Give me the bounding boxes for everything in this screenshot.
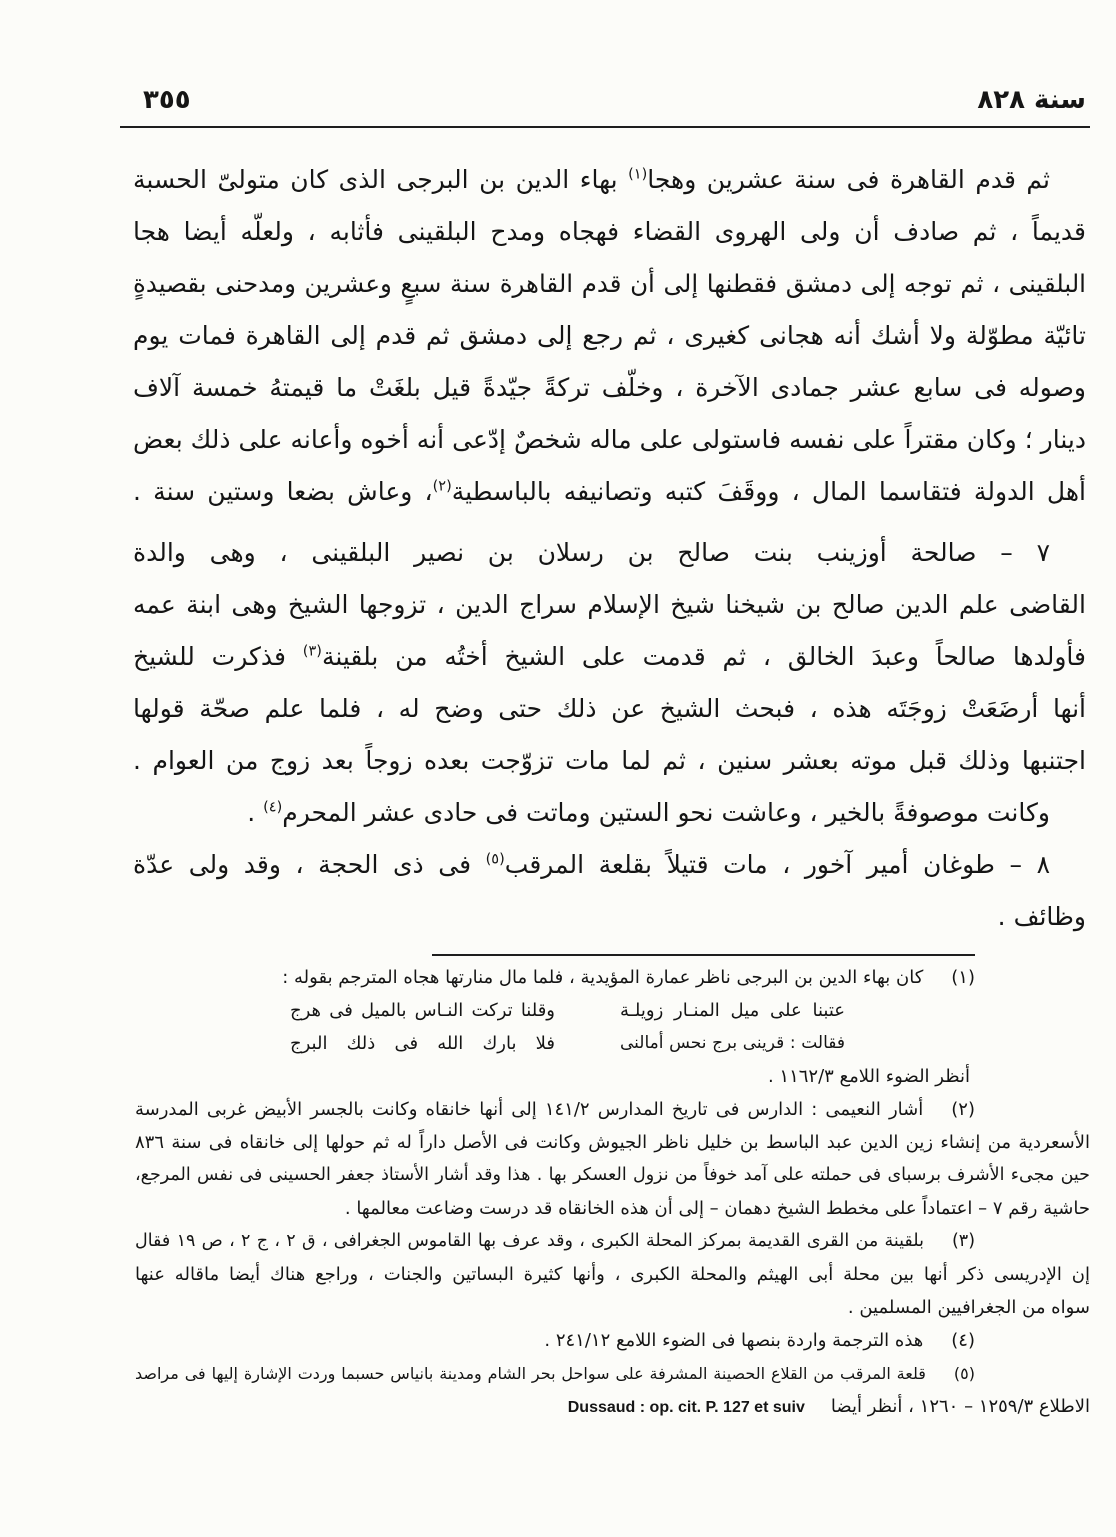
footnote-ref: (٤) bbox=[263, 799, 283, 816]
text-line: البلقينى ، ثم توجه إلى دمشق فقطنها إلى أن قدم القاهرة سنة سبعٍ وعشرين ومدحنى بقصيدةٍ bbox=[133, 269, 1086, 298]
text-line: فأولدها صالحاً وعبدَ الخالق ، ثم قدمت على الشيخ أختُه من بلقينة$^{(٣)}$ فذكرت للشيخ bbox=[133, 642, 1087, 671]
footnote bbox=[135, 961, 1090, 1093]
verse-line bbox=[135, 994, 1090, 1027]
footnote-ref: (٢) bbox=[432, 478, 452, 495]
verse-hemistich: فلا بارك الله فى ذلك البرج bbox=[290, 1033, 555, 1054]
text-line: وصوله فى سابع عشر جمادى الآخرة ، وخلّف تركةً جيّدةً قيل بلغَتْ ما قيمتهُ خمسة آلاف bbox=[133, 373, 1086, 402]
text-line: القاضى علم الدين صالح بن شيخنا شيخ الإسلام سراج الدين ، تزوجها الشيخ وهى ابنة عمه bbox=[133, 590, 1086, 619]
text-line: تائيّة مطوّلة ولا أشك أنه هجانى كغيرى ، ثم رجع إلى دمشق ثم قدم إلى القاهرة فمات يوم bbox=[133, 321, 1086, 350]
footnote bbox=[135, 1093, 1090, 1225]
footnote-ref: (٥) bbox=[485, 851, 505, 868]
footnotes bbox=[135, 961, 1090, 1424]
verse-hemistich: فقالت : قرينى برج نحس أمالنى bbox=[620, 1033, 845, 1053]
footnote-ref: (١) bbox=[628, 166, 648, 183]
footnote-line: سواه من الجغرافيين المسلمين . bbox=[847, 1297, 1090, 1318]
main-text bbox=[133, 154, 1086, 943]
text-line: دينار ؛ وكان مقتراً على نفسه فاستولى على ماله شخصٌ إدّعى أنه أخوه وأعانه على ذلك بعض bbox=[133, 425, 1086, 454]
text-line: وظائف . bbox=[997, 902, 1086, 931]
footnote bbox=[135, 1225, 1090, 1324]
verse-hemistich: وقلنا تركت النـاس بالميل فى هرج bbox=[290, 1000, 555, 1021]
text-line: ثم قدم القاهرة فى سنة عشرين وهجا$^{(١)}$ بهاء الدين بن البرجى الذى كان متولىّ الحسبة bbox=[133, 165, 1050, 194]
footnote-line: (٥)قلعة المرقب من القلاع الحصينة المشرفة على سواحل بحر الشام ومدينة بانياس حسبما وردت الإشارة إليها فى مراصد bbox=[135, 1357, 1090, 1390]
footnote-line: الاطلاع ١٢٥٩/٣ – ١٢٦٠ ، أنظر أيضاDussaud : op. cit. P. 127 et suiv bbox=[135, 1390, 1090, 1424]
footnote bbox=[135, 1357, 1090, 1424]
footnote-number: (٥) bbox=[953, 1364, 975, 1383]
footnote bbox=[135, 1324, 1090, 1357]
entry-heading-line: ٨ – طوغان أمير آخور ، مات قتيلاً بقلعة المرقب$^{(٥)}$ فى ذى الحجة ، وقد ولى عدّة bbox=[133, 850, 1050, 879]
footnote-line: (٣)بلقينة من القرى القديمة بمركز المحلة الكبرى ، وقد عرف بها القاموس الجغرافى ، ق ٢ ، ج ٢ ، ص ١٩ فقال bbox=[135, 1225, 1090, 1258]
page-number: ٣٥٥ bbox=[143, 85, 191, 115]
footnote-line: (٢)أشار النعيمى : الدارس فى تاريخ المدارس ١٤١/٢ إلى أنها خانقاه وكانت بالجسر الأبيض غربى المدرسة bbox=[135, 1093, 1090, 1126]
text-line: وكانت موصوفةً بالخير ، وعاشت نحو الستين وماتت فى حادى عشر المحرم$^{(٤)}$ . bbox=[247, 798, 1050, 827]
entry-heading-line: ٧ – صالحة أوزينب بنت صالح بن رسلان بن نصير البلقينى ، وهى والدة bbox=[133, 538, 1050, 567]
text-line: أنها أرضَعَتْ زوجَتَه هذه ، فبحث الشيخ عن ذلك حتى وضح له ، فلما علم صحّة قولها bbox=[133, 694, 1086, 723]
verse-line bbox=[135, 1027, 1090, 1060]
text-line: أهل الدولة فتقاسما المال ، ووقَفَ كتبه وتصانيفه بالباسطية$^{(٢)}$، وعاش بضعا وستين سنة . bbox=[133, 477, 1086, 506]
header-rule bbox=[120, 126, 1090, 128]
footnote-line: حين مجىء الأشرف برسباى فى حملته على آمد خوفاً من نزول العسكر بها . هذا وقد أشار الأستاذ جعفر الحسينى فى نفس المرجع، bbox=[135, 1165, 1090, 1185]
footnote-line: أنظر الضوء اللامع ١١٦٢/٣ . bbox=[767, 1066, 970, 1087]
footnote-number: (٣) bbox=[951, 1231, 976, 1251]
footnote-line: حاشية رقم ٧ – اعتماداً على مخطط الشيخ دهمان – إلى أن هذه الخانقاه قد درست وضاعت معالمها . bbox=[344, 1198, 1090, 1219]
footnote-number: (٤) bbox=[951, 1330, 975, 1351]
running-title: سنة ٨٢٨ bbox=[977, 85, 1086, 115]
footnote-number: (٢) bbox=[951, 1099, 975, 1120]
latin-citation: Dussaud : op. cit. P. 127 et suiv bbox=[567, 1399, 805, 1416]
footnote-line: (٤)هذه الترجمة واردة بنصها فى الضوء اللامع ٢٤١/١٢ . bbox=[135, 1324, 1090, 1357]
text-line: اجتنبها وذلك قبل موته بعشر سنين ، ثم لما مات تزوّجت بعده زوجاً بعد زوج من العوام . bbox=[133, 746, 1086, 775]
verse-hemistich: عتبنا على ميل المنـار زويلـة bbox=[620, 1000, 845, 1021]
footnote-line: إن الإدريسى ذكر أنها بين محلة أبى الهيثم والمحلة الكبرى ، وأنها كثيرة البساتين والجنات ، وراجع هناك أيضا ماقاله عنها bbox=[135, 1264, 1090, 1285]
footnote-rule bbox=[432, 954, 975, 956]
footnote-number: (١) bbox=[951, 967, 975, 988]
footnote-ref: (٣) bbox=[302, 643, 322, 660]
text-line: قديماً ، ثم صادف أن ولى الهروى القضاء فهجاه ومدح البلقينى فأثابه ، ولعلّه أيضا هجا bbox=[133, 217, 1086, 246]
footnote-line: الأسعردية من إنشاء زين الدين عبد الباسط بن خليل ناظر الجيوش وكانت فى الأصل داراً له ثم حولها إلى خانقاه فى سنة ٨٣٦ bbox=[135, 1132, 1090, 1153]
footnote-line: (١)كان بهاء الدين بن البرجى ناظر عمارة المؤيدية ، فلما مال منارتها هجاه المترجم بقوله : bbox=[135, 961, 1090, 994]
